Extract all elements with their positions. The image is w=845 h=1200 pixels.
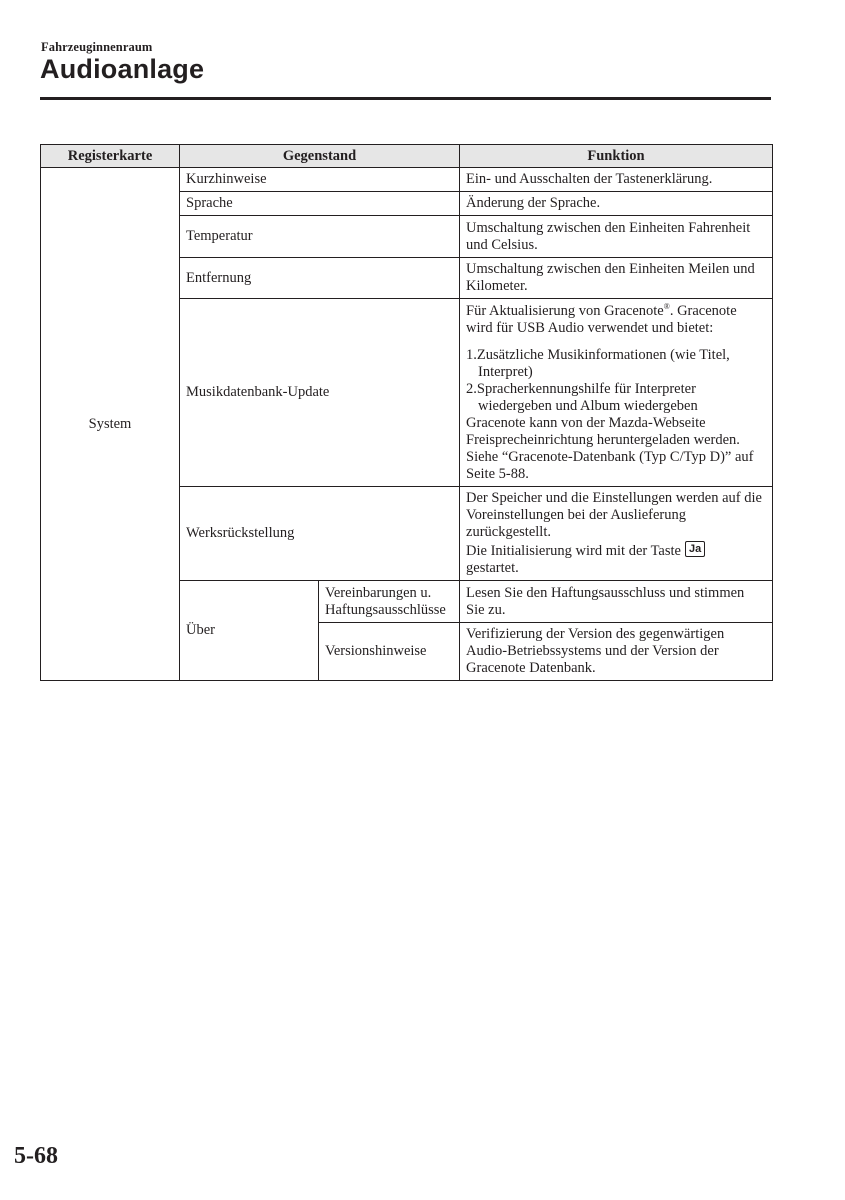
registered-mark: ® <box>663 301 670 311</box>
row-item: Entfernung <box>180 258 460 299</box>
row-function <box>460 487 773 581</box>
header-tab: Registerkarte <box>41 145 180 168</box>
row-item-about: Über <box>180 581 319 681</box>
ja-key-icon: Ja <box>685 541 705 557</box>
row-function: Umschaltung zwischen den Einheiten Meilen und Kilometer. <box>460 258 773 299</box>
function-text: Der Speicher und die Einstellungen werden auf die Voreinstellungen bei der Auslieferung zurückgestellt. <box>466 490 762 540</box>
row-item: Kurzhinweise <box>180 168 460 192</box>
row-subitem: Versionshinweise <box>319 623 460 681</box>
row-function: Verifizierung der Version des gegenwärtigen Audio-Betriebssystems und der Version der Gracenote Datenbank. <box>460 623 773 681</box>
row-subitem: Vereinbarungen u. Haftungsausschlüsse <box>319 581 460 623</box>
page-title: Audioanlage <box>40 54 205 84</box>
function-list <box>466 347 766 415</box>
row-function: Änderung der Sprache. <box>460 192 773 216</box>
row-function <box>460 299 773 487</box>
list-item-cont: wiedergeben und Album wiedergeben <box>478 397 698 414</box>
table-row <box>41 168 773 192</box>
list-item: 1.Zusätzliche Musikinformationen (wie Titel, <box>466 346 730 363</box>
row-function: Umschaltung zwischen den Einheiten Fahrenheit und Celsius. <box>460 216 773 258</box>
row-item: Werksrückstellung <box>180 487 460 581</box>
title-rule <box>40 97 771 100</box>
row-function: Ein- und Ausschalten der Tastenerklärung. <box>460 168 773 192</box>
list-item: 2.Spracherkennungshilfe für Interpreter <box>466 380 696 397</box>
list-item-cont: Interpret) <box>478 363 533 380</box>
settings-table <box>40 144 773 681</box>
row-item: Temperatur <box>180 216 460 258</box>
function-text: Gracenote kann von der Mazda-Webseite Freisprecheinrichtung heruntergeladen werden. Siehe “Gracenote-Datenbank (Typ C/Typ D)” auf Seite 5-88. <box>466 414 754 482</box>
row-function: Lesen Sie den Haftungsausschluss und stimmen Sie zu. <box>460 581 773 623</box>
header-function: Funktion <box>460 145 773 168</box>
function-text: gestartet. <box>466 560 519 576</box>
page-number: 5-68 <box>14 1143 58 1169</box>
table-header-row <box>41 145 773 168</box>
row-item: Musikdatenbank-Update <box>180 299 460 487</box>
row-item: Sprache <box>180 192 460 216</box>
header-item: Gegenstand <box>180 145 460 168</box>
function-text: Für Aktualisierung von Gracenote <box>466 302 664 319</box>
function-text: . Gracenote wird für USB Audio verwendet und bietet: <box>466 302 737 336</box>
function-text: Die Initialisierung wird mit der Taste <box>466 543 681 559</box>
tab-system: System <box>41 168 180 681</box>
section-label: Fahrzeuginnenraum <box>41 40 153 54</box>
